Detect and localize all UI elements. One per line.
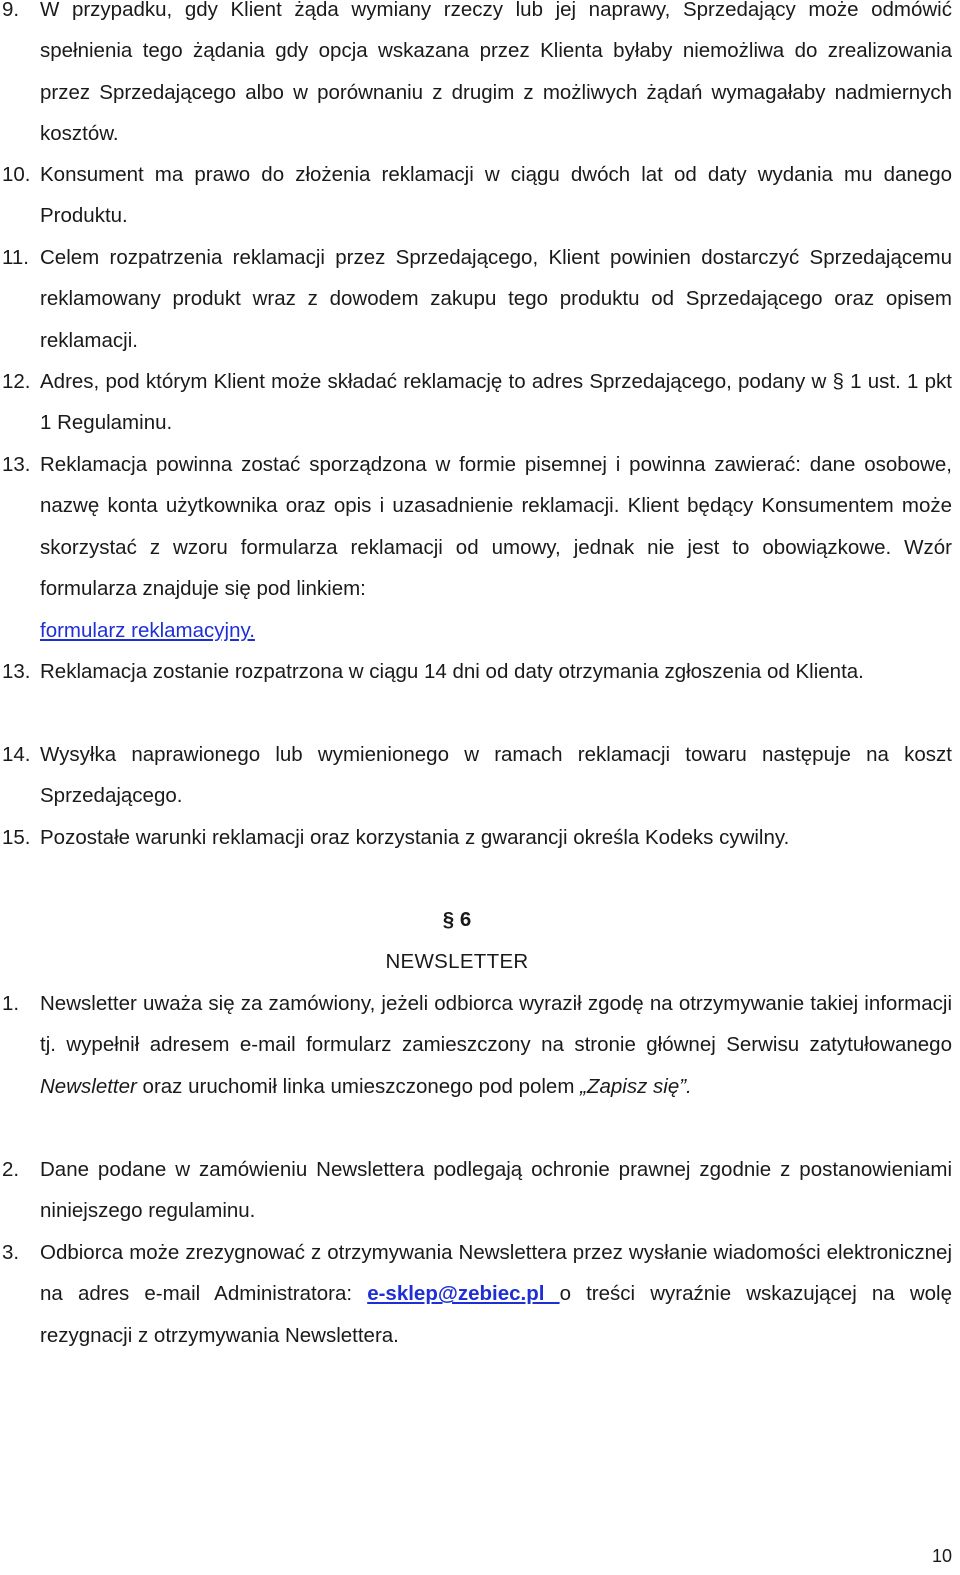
list-number: 10.: [2, 163, 31, 186]
list-number: 9.: [2, 0, 20, 21]
page-number: 10: [931, 1546, 952, 1566]
newsletter-item-2: [0, 1149, 952, 1232]
list-text: Adres, pod którym Klient może składać reklamację to adres Sprzedającego, podany w § 1 ust. 1 pkt 1 Regulaminu.: [40, 370, 952, 435]
text-segment: Odbiorca może zrezygnować z otrzymywania Newslettera przez wysłanie wiadomości elektronicznej na adres e-mail Administratora:: [40, 1241, 952, 1306]
newsletter-item-3: [0, 1232, 952, 1356]
section-number: § 6: [442, 908, 472, 931]
list-number: 3.: [2, 1241, 20, 1264]
text-segment: oraz uruchomił linka umieszczonego pod polem: [136, 1074, 581, 1098]
list-text: Wysyłka naprawionego lub wymienionego w ramach reklamacji towaru następuje na koszt Sprzedającego.: [40, 743, 952, 808]
list-text: [40, 1232, 952, 1356]
list-item-13-form: [0, 444, 952, 651]
list-text: [40, 444, 952, 651]
section-title: NEWSLETTER: [385, 950, 529, 973]
text-segment: Newsletter uważa się za zamówiony, jeżeli odbiorca wyraził zgodę na otrzymywanie takiej informacji tj. wypełnił adresem e-mail formularz zamieszczony na stronie głównej Serwisu zatytułowanego: [40, 992, 952, 1057]
list-item-12: [0, 361, 952, 444]
newsletter-emphasis: Newsletter: [40, 1074, 137, 1098]
list-number: 14.: [2, 743, 31, 766]
newsletter-item-1: [0, 983, 952, 1107]
admin-email-link[interactable]: e-sklep@zebiec.pl: [367, 1282, 560, 1306]
subscribe-field-name: „Zapisz się”.: [580, 1074, 692, 1098]
list-number: 15.: [2, 826, 31, 849]
list-text: Dane podane w zamówieniu Newslettera podlegają ochronie prawnej zgodnie z postanowieniami niniejszego regulaminu.: [40, 1158, 952, 1223]
list-number: 2.: [2, 1158, 20, 1181]
list-item-10: [0, 154, 952, 237]
list-text: W przypadku, gdy Klient żąda wymiany rzeczy lub jej naprawy, Sprzedający może odmówić spełnienia tego żądania gdy opcja wskazana przez Klienta byłaby niemożliwa do zrealizowania przez Sprzedającego albo w porównaniu z drugim z możliwych żądań wymagałaby nadmiernych kosztów.: [40, 0, 952, 146]
list-item-13-deadline: [0, 651, 952, 692]
list-text: Celem rozpatrzenia reklamacji przez Sprzedającego, Klient powinien dostarczyć Sprzedającemu reklamowany produkt wraz z dowodem zakupu tego produktu od Sprzedającego oraz opisem reklamacji.: [40, 246, 952, 352]
list-number: 1.: [2, 992, 20, 1015]
list-number: 11.: [2, 246, 29, 269]
list-item-11: [0, 237, 952, 361]
text-segment: o treści wyraźnie wskazującej na wolę rezygnacji z otrzymywania Newslettera.: [40, 1282, 953, 1347]
list-item-9: [0, 0, 952, 155]
list-text: Pozostałe warunki reklamacji oraz korzystania z gwarancji określa Kodeks cywilny.: [40, 826, 790, 849]
list-item-15: [0, 817, 952, 858]
list-number: 13.: [2, 453, 31, 476]
list-item-14: [0, 734, 952, 817]
list-text: [40, 983, 952, 1107]
complaint-form-link[interactable]: formularz reklamacyjny.: [40, 618, 255, 642]
list-number: 12.: [2, 370, 31, 393]
list-number: 13.: [2, 660, 31, 683]
list-text: Reklamacja zostanie rozpatrzona w ciągu 14 dni od daty otrzymania zgłoszenia od Klienta.: [40, 660, 864, 683]
list-text: Konsument ma prawo do złożenia reklamacji w ciągu dwóch lat od daty wydania mu danego Produktu.: [40, 163, 952, 228]
list-text-body: Reklamacja powinna zostać sporządzona w formie pisemnej i powinna zawierać: dane osobowe, nazwę konta użytkownika oraz opis i uzasadnienie reklamacji. Klient będący Konsumentem może skorzystać z wzoru formularza reklamacji od umowy, jednak nie jest to obowiązkowe. Wzór formularza znajduje się pod linkiem:: [40, 453, 952, 601]
